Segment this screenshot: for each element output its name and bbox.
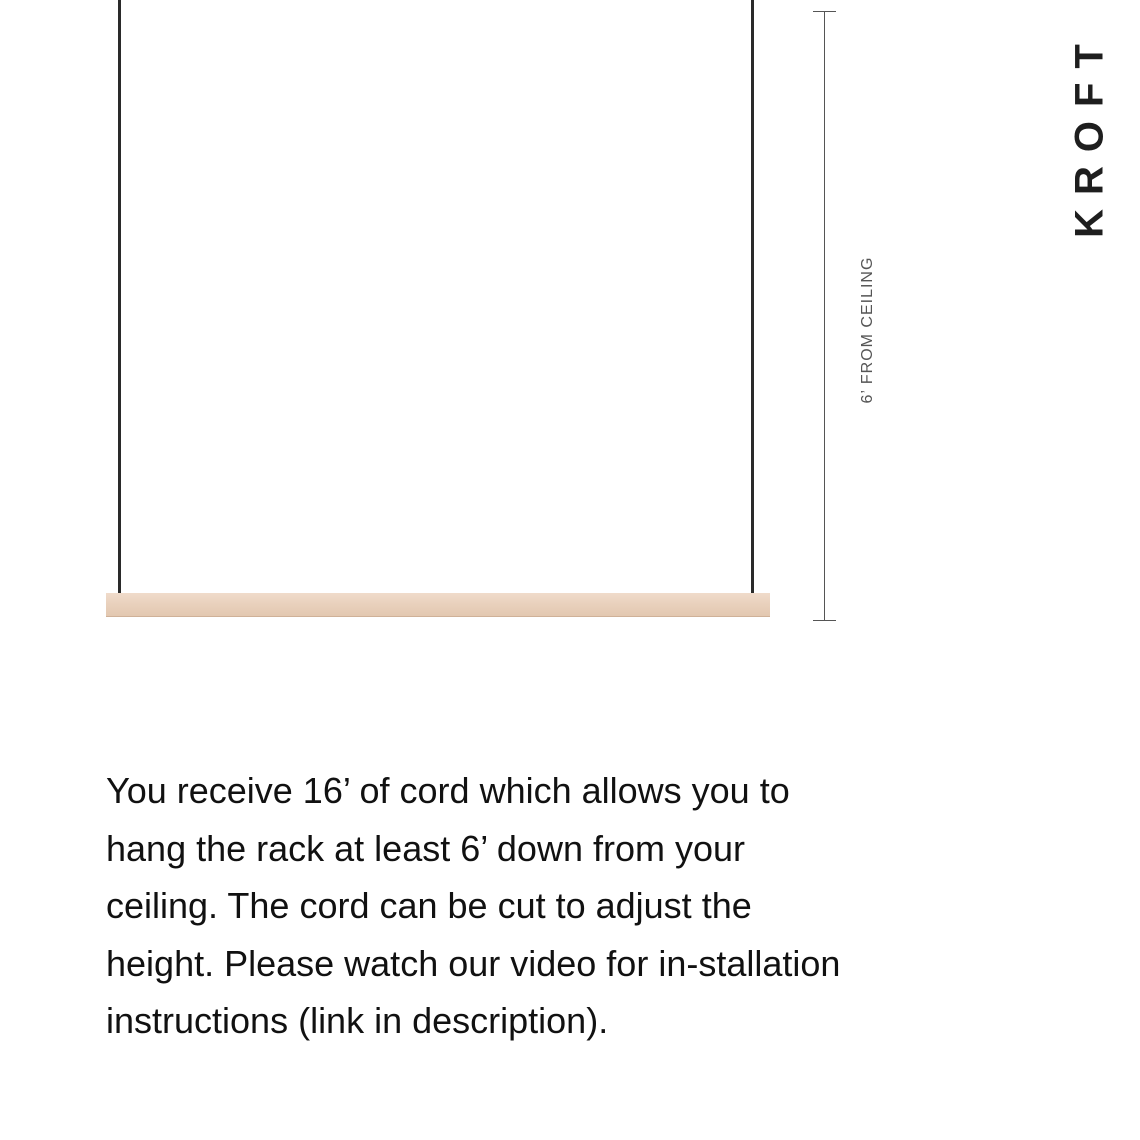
description-text: You receive 16’ of cord which allows you to hang the rack at least 6’ down from your ceiling. The cord can be cut to adjust the height. Please watch our video for in-stallation instructions (link in description). [106,770,841,1041]
wooden-rack-bar [106,593,770,617]
brand-logo: KROFT [1067,30,1112,238]
left-hanging-cord [118,0,121,596]
dimension-line [824,11,825,621]
dimension-cap-bottom [813,620,836,621]
dimension-label: 6’ FROM CEILING [859,256,876,404]
right-hanging-cord [751,0,754,596]
